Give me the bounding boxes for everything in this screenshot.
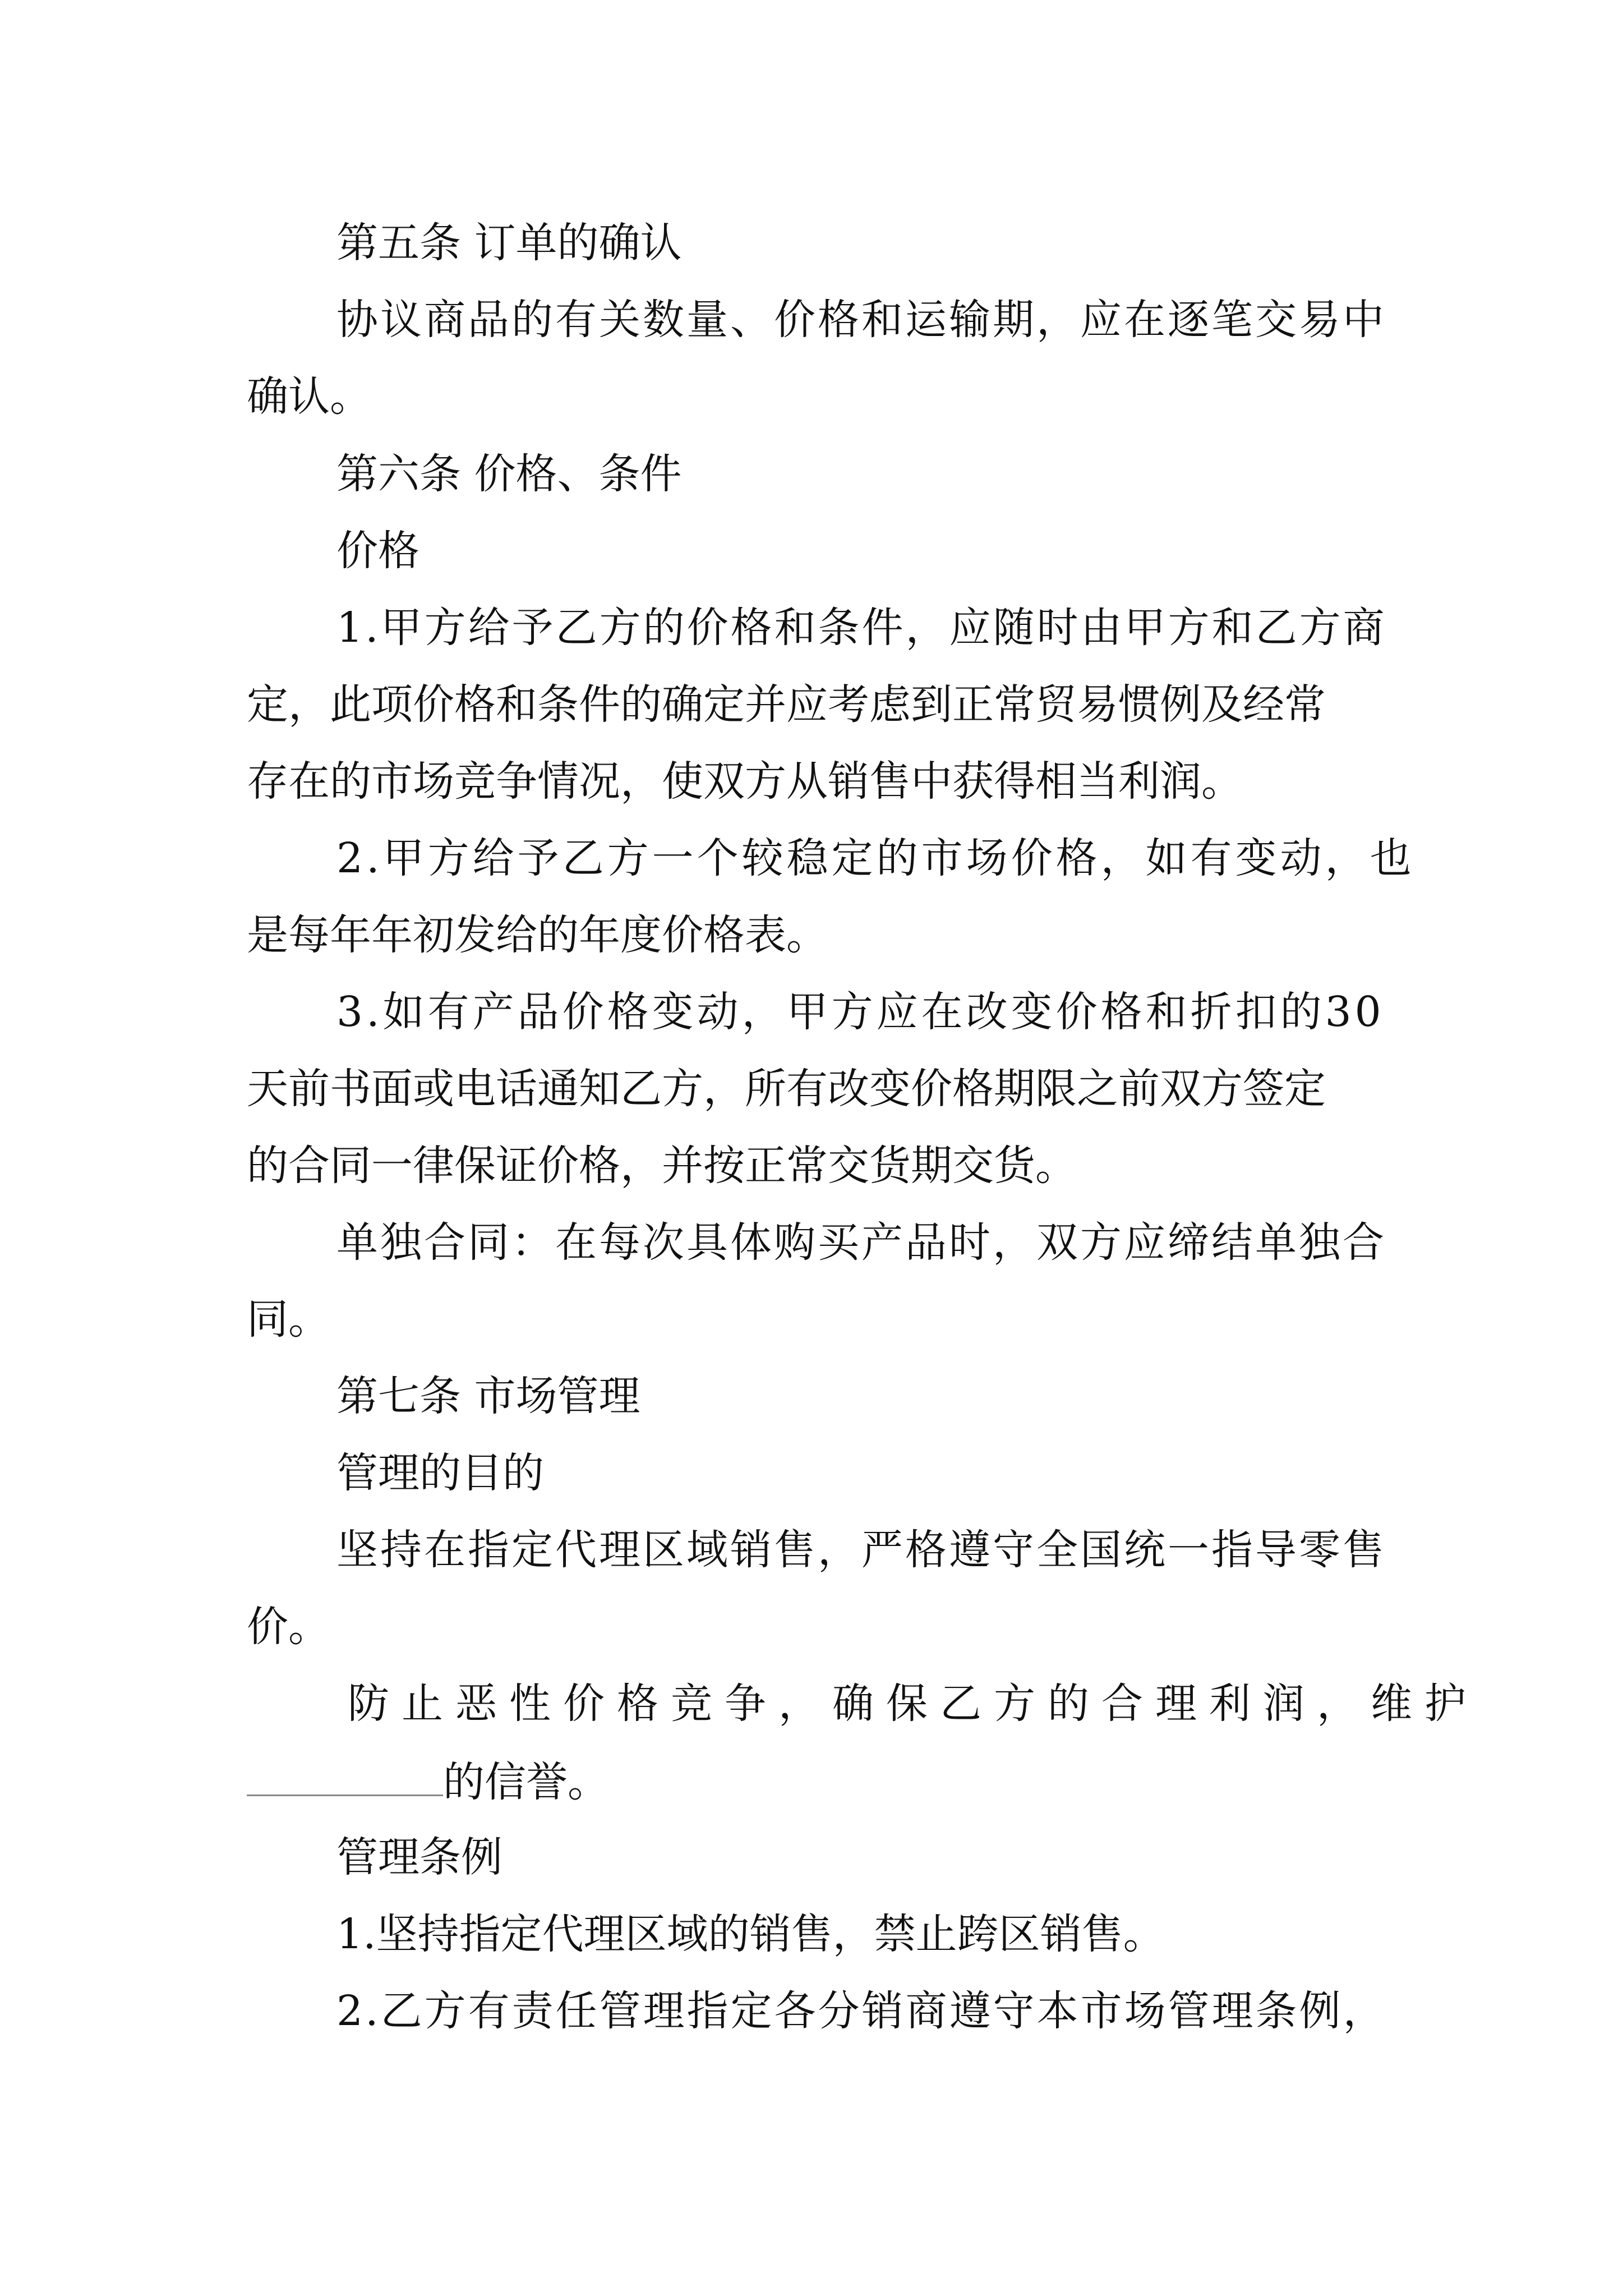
paragraph-line: 存在的市场竞争情况，使双方从销售中获得相当利润。 (247, 757, 1243, 806)
fill-in-blank (247, 1750, 443, 1796)
paragraph-line: 定，此项价格和条件的确定并应考虑到正常贸易惯例及经常 (247, 680, 1326, 729)
paragraph-line: 协议商品的有关数量、价格和运输期，应在逐笔交易中 (336, 296, 1386, 344)
paragraph-line: 防止恶性价格竞争，确保乙方的合理利润，维护 (348, 1680, 1478, 1728)
paragraph-line-with-blank (247, 1750, 609, 1811)
paragraph-line: 单独合同：在每次具体购买产品时，双方应缔结单独合 (336, 1218, 1386, 1267)
paragraph-line: 1.坚持指定代理区域的销售，禁止跨区销售。 (336, 1910, 1165, 1958)
section-heading: 管理的目的 (336, 1449, 544, 1497)
paragraph-line: 的合同一律保证价格，并按正常交货期交货。 (247, 1142, 1077, 1190)
paragraph-line: 1.甲方给予乙方的价格和条件，应随时由甲方和乙方商 (336, 604, 1387, 652)
article-7-heading: 第七条 市场管理 (336, 1372, 640, 1420)
blank-suffix-text: 的信誉。 (443, 1758, 609, 1806)
paragraph-line: 2.甲方给予乙方一个较稳定的市场价格，如有变动，也 (336, 834, 1415, 882)
section-heading: 管理条例 (336, 1833, 502, 1881)
paragraph-line: 2.乙方有责任管理指定各分销商遵守本市场管理条例， (336, 1987, 1387, 2035)
paragraph-line: 是每年年初发给的年度价格表。 (247, 911, 828, 959)
paragraph-line: 同。 (247, 1295, 330, 1343)
paragraph-line: 价。 (247, 1603, 330, 1651)
article-6-heading: 第六条 价格、条件 (336, 450, 682, 498)
paragraph-line: 坚持在指定代理区域销售，严格遵守全国统一指导零售 (336, 1526, 1386, 1574)
paragraph-line: 3.如有产品价格变动，甲方应在改变价格和折扣的30 (336, 988, 1385, 1036)
paragraph-line: 确认。 (247, 372, 371, 421)
article-5-heading: 第五条 订单的确认 (336, 219, 682, 267)
paragraph-line: 天前书面或电话通知乙方，所有改变价格期限之前双方签定 (247, 1065, 1326, 1113)
section-heading: 价格 (336, 527, 419, 575)
